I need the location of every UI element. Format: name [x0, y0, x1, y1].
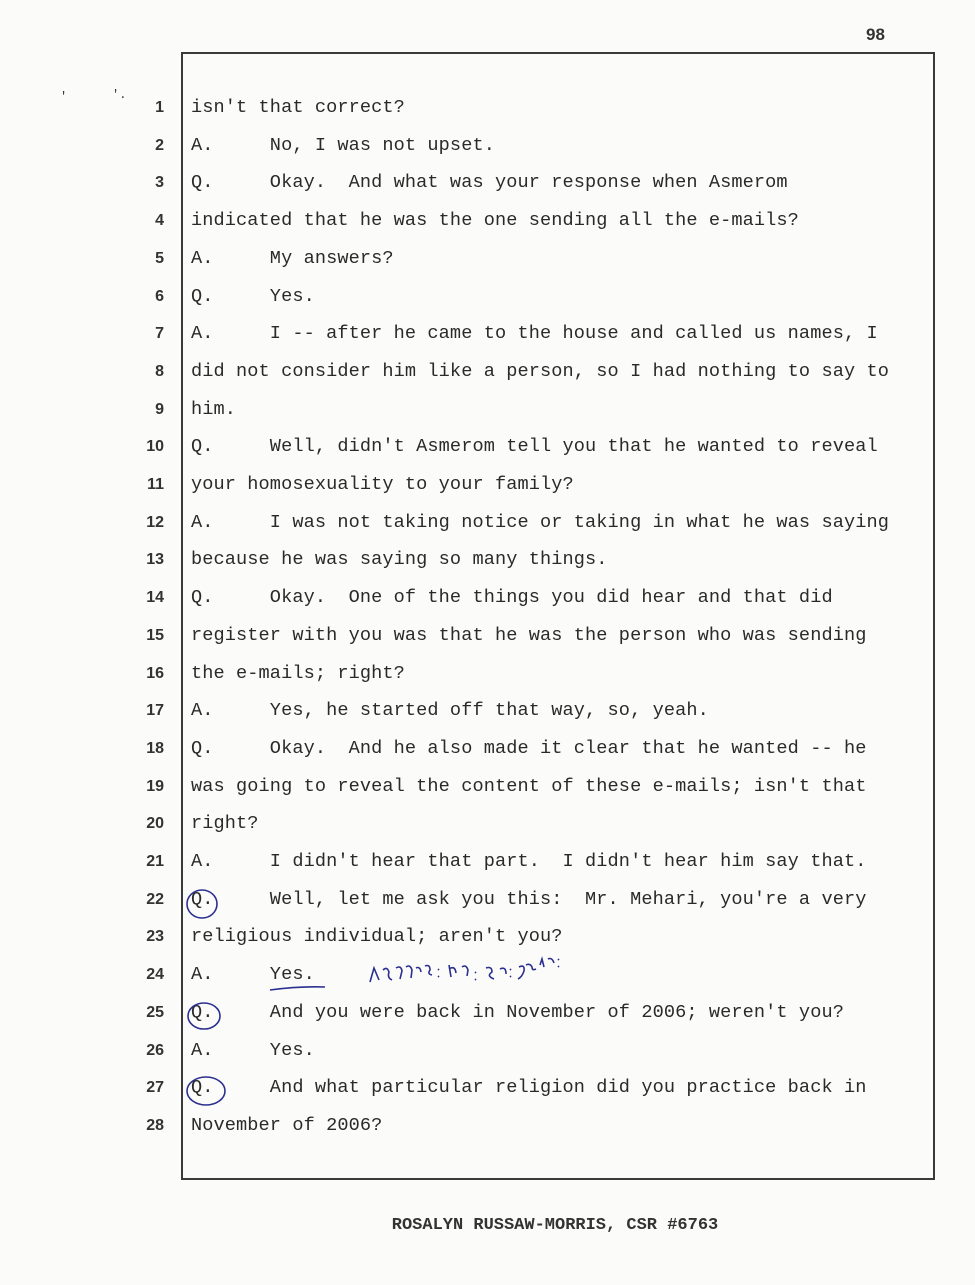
transcript-line: A. Yes.: [191, 1039, 315, 1061]
transcript-line: because he was saying so many things.: [191, 549, 608, 571]
line-number: 27: [146, 1079, 164, 1097]
transcript-line: November of 2006?: [191, 1114, 383, 1136]
transcript-line: register with you was that he was the person who was sending: [191, 624, 867, 646]
transcript-line: isn't that correct?: [191, 97, 405, 118]
line-number: 10: [146, 438, 164, 456]
line-number: 25: [146, 1003, 164, 1021]
transcript-line: religious individual; aren't you?: [191, 926, 563, 948]
transcript-line: your homosexuality to your family?: [191, 474, 574, 495]
line-number: 3: [155, 174, 164, 192]
transcript-line: him.: [191, 398, 237, 420]
transcript-line: Q. And what particular religion did you practice back in: [191, 1077, 867, 1099]
transcript-line: A. Yes.: [191, 964, 315, 986]
line-number: 14: [146, 589, 164, 607]
line-number: 17: [146, 702, 164, 720]
transcript-line: Q. Well, let me ask you this: Mr. Mehari, you're a very: [191, 888, 867, 910]
transcript-line: A. Yes, he started off that way, so, yeah.: [191, 700, 709, 722]
transcript-line: A. I -- after he came to the house and called us names, I: [191, 323, 878, 345]
line-number: 15: [146, 626, 164, 644]
line-number: 20: [146, 815, 164, 833]
line-number: 18: [146, 739, 164, 757]
transcript-line: right?: [191, 813, 259, 835]
line-number: 2: [155, 136, 164, 154]
transcript-line: the e-mails; right?: [191, 662, 405, 684]
transcript-line: Q. Okay. One of the things you did hear and that did: [191, 587, 833, 609]
transcript-line: Q. Okay. And he also made it clear that he wanted -- he: [191, 737, 867, 759]
transcript-line: was going to reveal the content of these e-mails; isn't that: [191, 775, 867, 797]
line-number: 19: [146, 777, 164, 795]
scan-speck: '.: [112, 88, 127, 102]
reporter-footer: ROSALYN RUSSAW-MORRIS, CSR #6763: [391, 1216, 719, 1235]
line-number: 1: [155, 99, 164, 116]
line-number: 8: [155, 362, 164, 380]
transcript-line: Q. Okay. And what was your response when Asmerom: [191, 172, 788, 194]
line-number: 22: [146, 890, 164, 908]
transcript-line: Q. Well, didn't Asmerom tell you that he wanted to reveal: [191, 436, 878, 458]
line-number: 12: [146, 513, 164, 531]
transcript-line: indicated that he was the one sending all the e-mails?: [191, 210, 799, 232]
line-number: 9: [155, 400, 164, 418]
line-number: 21: [146, 853, 164, 870]
line-number: 7: [155, 325, 164, 343]
transcript-line: Q. Yes.: [191, 285, 315, 307]
line-number: 5: [155, 249, 164, 267]
transcript-line: Q. And you were back in November of 2006; weren't you?: [191, 1001, 844, 1023]
page-number: 98: [866, 25, 885, 44]
transcript-line: A. My answers?: [191, 247, 394, 269]
transcript-line: A. I didn't hear that part. I didn't hear him say that.: [191, 851, 867, 872]
line-number: 13: [146, 551, 164, 569]
line-number: 4: [155, 212, 164, 230]
scan-speck: ': [60, 90, 68, 104]
line-number: 26: [146, 1041, 164, 1059]
transcript-line: A. No, I was not upset.: [191, 134, 495, 156]
transcript-line: A. I was not taking notice or taking in what he was saying: [191, 511, 889, 533]
line-number: 11: [147, 476, 164, 493]
line-number: 16: [146, 664, 164, 682]
line-number: 28: [146, 1116, 164, 1134]
line-number: 6: [155, 287, 164, 305]
line-number: 23: [146, 928, 164, 946]
transcript-line: did not consider him like a person, so I had nothing to say to: [191, 360, 889, 382]
line-number: 24: [146, 966, 164, 984]
